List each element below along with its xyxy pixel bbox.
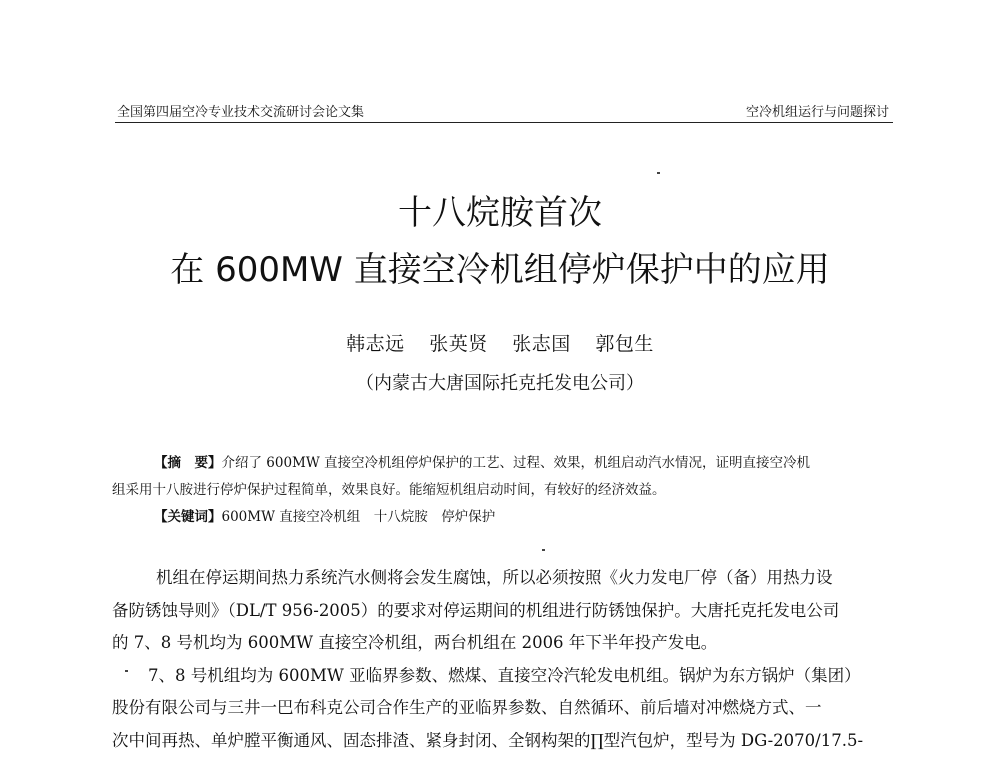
body-line: 股份有限公司与三井一巴布科克公司合作生产的亚临界参数、自然循环、前后墙对冲燃烧方式、一 — [112, 698, 822, 717]
header-section-title: 空冷机组运行与问题探讨 — [745, 105, 889, 120]
header-proceedings-title: 全国第四届空冷专业技术交流研讨会论文集 — [117, 105, 365, 120]
author-name: 韩志远 — [346, 333, 405, 355]
abstract-text: 介绍了 600MW 直接空冷机组停炉保护的工艺、过程、效果，机组启动汽水情况，证明直接空冷机 — [221, 455, 811, 471]
author-affiliation: （内蒙古大唐国际托克托发电公司） — [356, 373, 644, 394]
body-line: 的 7、8 号机均为 600MW 直接空冷机组，两台机组在 2006 年下半年投产发电。 — [112, 633, 718, 652]
keywords-text: 600MW 直接空冷机组 十八烷胺 停炉保护 — [221, 509, 496, 525]
author-name: 张志国 — [512, 333, 571, 355]
author-list — [0, 329, 1000, 356]
scan-speck — [542, 549, 545, 551]
abstract-line: 组采用十八胺进行停炉保护过程简单，效果良好。能缩短机组启动时间，有较好的经济效益。 — [112, 482, 666, 498]
paper-title-line-1: 十八烷胺首次 — [398, 193, 602, 233]
body-text — [112, 562, 892, 757]
abstract-line — [112, 450, 890, 477]
body-line: 次中间再热、单炉膛平衡通风、固态排渣、紧身封闭、全钢构架的∏型汽包炉，型号为 DG-2070/17.5- — [112, 730, 864, 750]
paper-title-line-2: 在 600MW 直接空冷机组停炉保护中的应用 — [170, 250, 830, 290]
body-line: 7、8 号机组均为 600MW 亚临界参数、燃煤、直接空冷汽轮发电机组。锅炉为东方锅炉（集团） — [148, 665, 861, 685]
author-name: 郭包生 — [595, 333, 654, 355]
abstract-block — [112, 450, 890, 531]
running-header — [115, 98, 893, 123]
keywords-label: 【关键词】 — [154, 509, 222, 525]
scan-speck — [657, 172, 660, 174]
author-name: 张英贤 — [429, 333, 488, 355]
keywords-line — [112, 504, 890, 531]
scan-speck — [125, 670, 128, 672]
body-line: 机组在停运期间热力系统汽水侧将会发生腐蚀，所以必须按照《火力发电厂停（备）用热力设 — [156, 568, 833, 587]
abstract-label: 【摘 要】 — [154, 455, 222, 471]
body-line: 备防锈蚀导则》（DL/T 956-2005）的要求对停运期间的机组进行防锈蚀保护。大唐托克托发电公司 — [112, 600, 840, 620]
